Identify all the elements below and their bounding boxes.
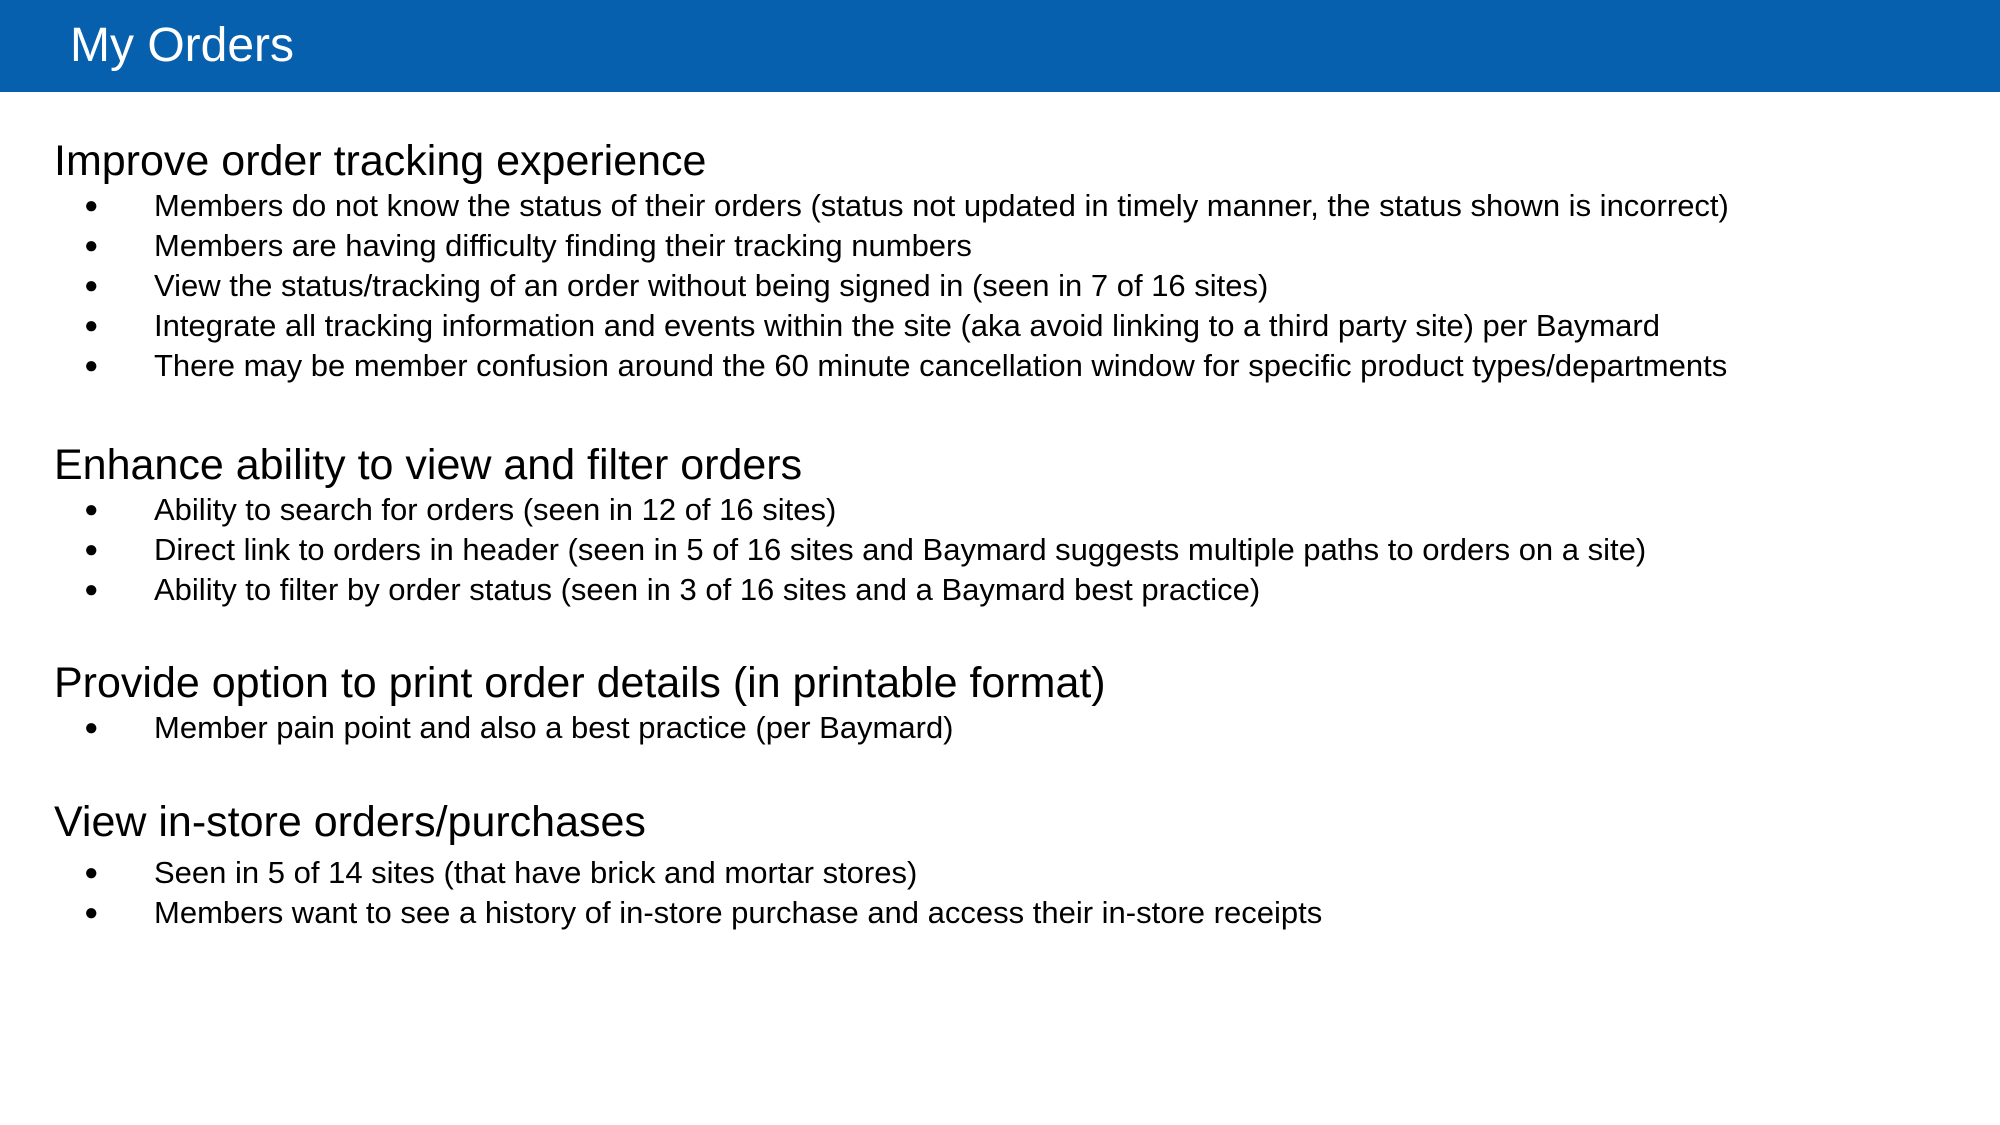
bullet-icon: ● [84,536,99,563]
section-order-tracking [54,136,1984,386]
bullet-icon: ● [84,576,99,603]
section-heading: Provide option to print order details (in printable format) [54,659,1106,707]
list-item-text: Members want to see a history of in-store purchase and access their in-store receipts [154,895,1323,930]
list-item-text: Member pain point and also a best practice (per Baymard) [154,710,954,745]
list-item-text: Ability to search for orders (seen in 12 of 16 sites) [154,492,837,527]
section-heading: Improve order tracking experience [54,137,707,185]
bullet-list [54,490,1984,610]
bullet-icon: ● [84,714,99,741]
list-item [54,346,1984,386]
list-item [54,893,1984,933]
bullet-icon: ● [84,232,99,259]
list-item [54,530,1984,570]
list-item [54,490,1984,530]
section-heading: View in-store orders/purchases [54,798,646,846]
bullet-icon: ● [84,496,99,523]
section-in-store-orders [54,797,1984,933]
list-item [54,570,1984,610]
section-heading: Enhance ability to view and filter orders [54,441,803,489]
list-item-text: Integrate all tracking information and events within the site (aka avoid linking to a third party site) per Baymard [154,308,1660,343]
list-item-text: Seen in 5 of 14 sites (that have brick and mortar stores) [154,855,918,890]
header-bar [0,0,2000,92]
bullet-icon: ● [84,272,99,299]
list-item [54,708,1984,748]
list-item-text: Direct link to orders in header (seen in 5 of 16 sites and Baymard suggests multiple paths to orders on a site) [154,532,1647,567]
bullet-list [54,708,1984,748]
list-item [54,266,1984,306]
bullet-list [54,186,1984,386]
list-item-text: View the status/tracking of an order without being signed in (seen in 7 of 16 sites) [154,268,1269,303]
list-item-text: Members are having difficulty finding their tracking numbers [154,228,972,263]
list-item-text: Ability to filter by order status (seen in 3 of 16 sites and a Baymard best practice) [154,572,1261,607]
page-title: My Orders [70,19,295,72]
list-item [54,186,1984,226]
bullet-icon: ● [84,352,99,379]
section-print-order-details [54,658,1984,748]
bullet-icon: ● [84,192,99,219]
bullet-icon: ● [84,899,99,926]
list-item [54,306,1984,346]
list-item [54,853,1984,893]
bullet-icon: ● [84,859,99,886]
bullet-icon: ● [84,312,99,339]
list-item-text: Members do not know the status of their orders (status not updated in timely manner, the status shown is incorrect) [154,188,1729,223]
list-item-text: There may be member confusion around the 60 minute cancellation window for specific product types/departments [154,348,1728,383]
section-view-filter-orders [54,440,1984,610]
bullet-list [54,853,1984,933]
list-item [54,226,1984,266]
